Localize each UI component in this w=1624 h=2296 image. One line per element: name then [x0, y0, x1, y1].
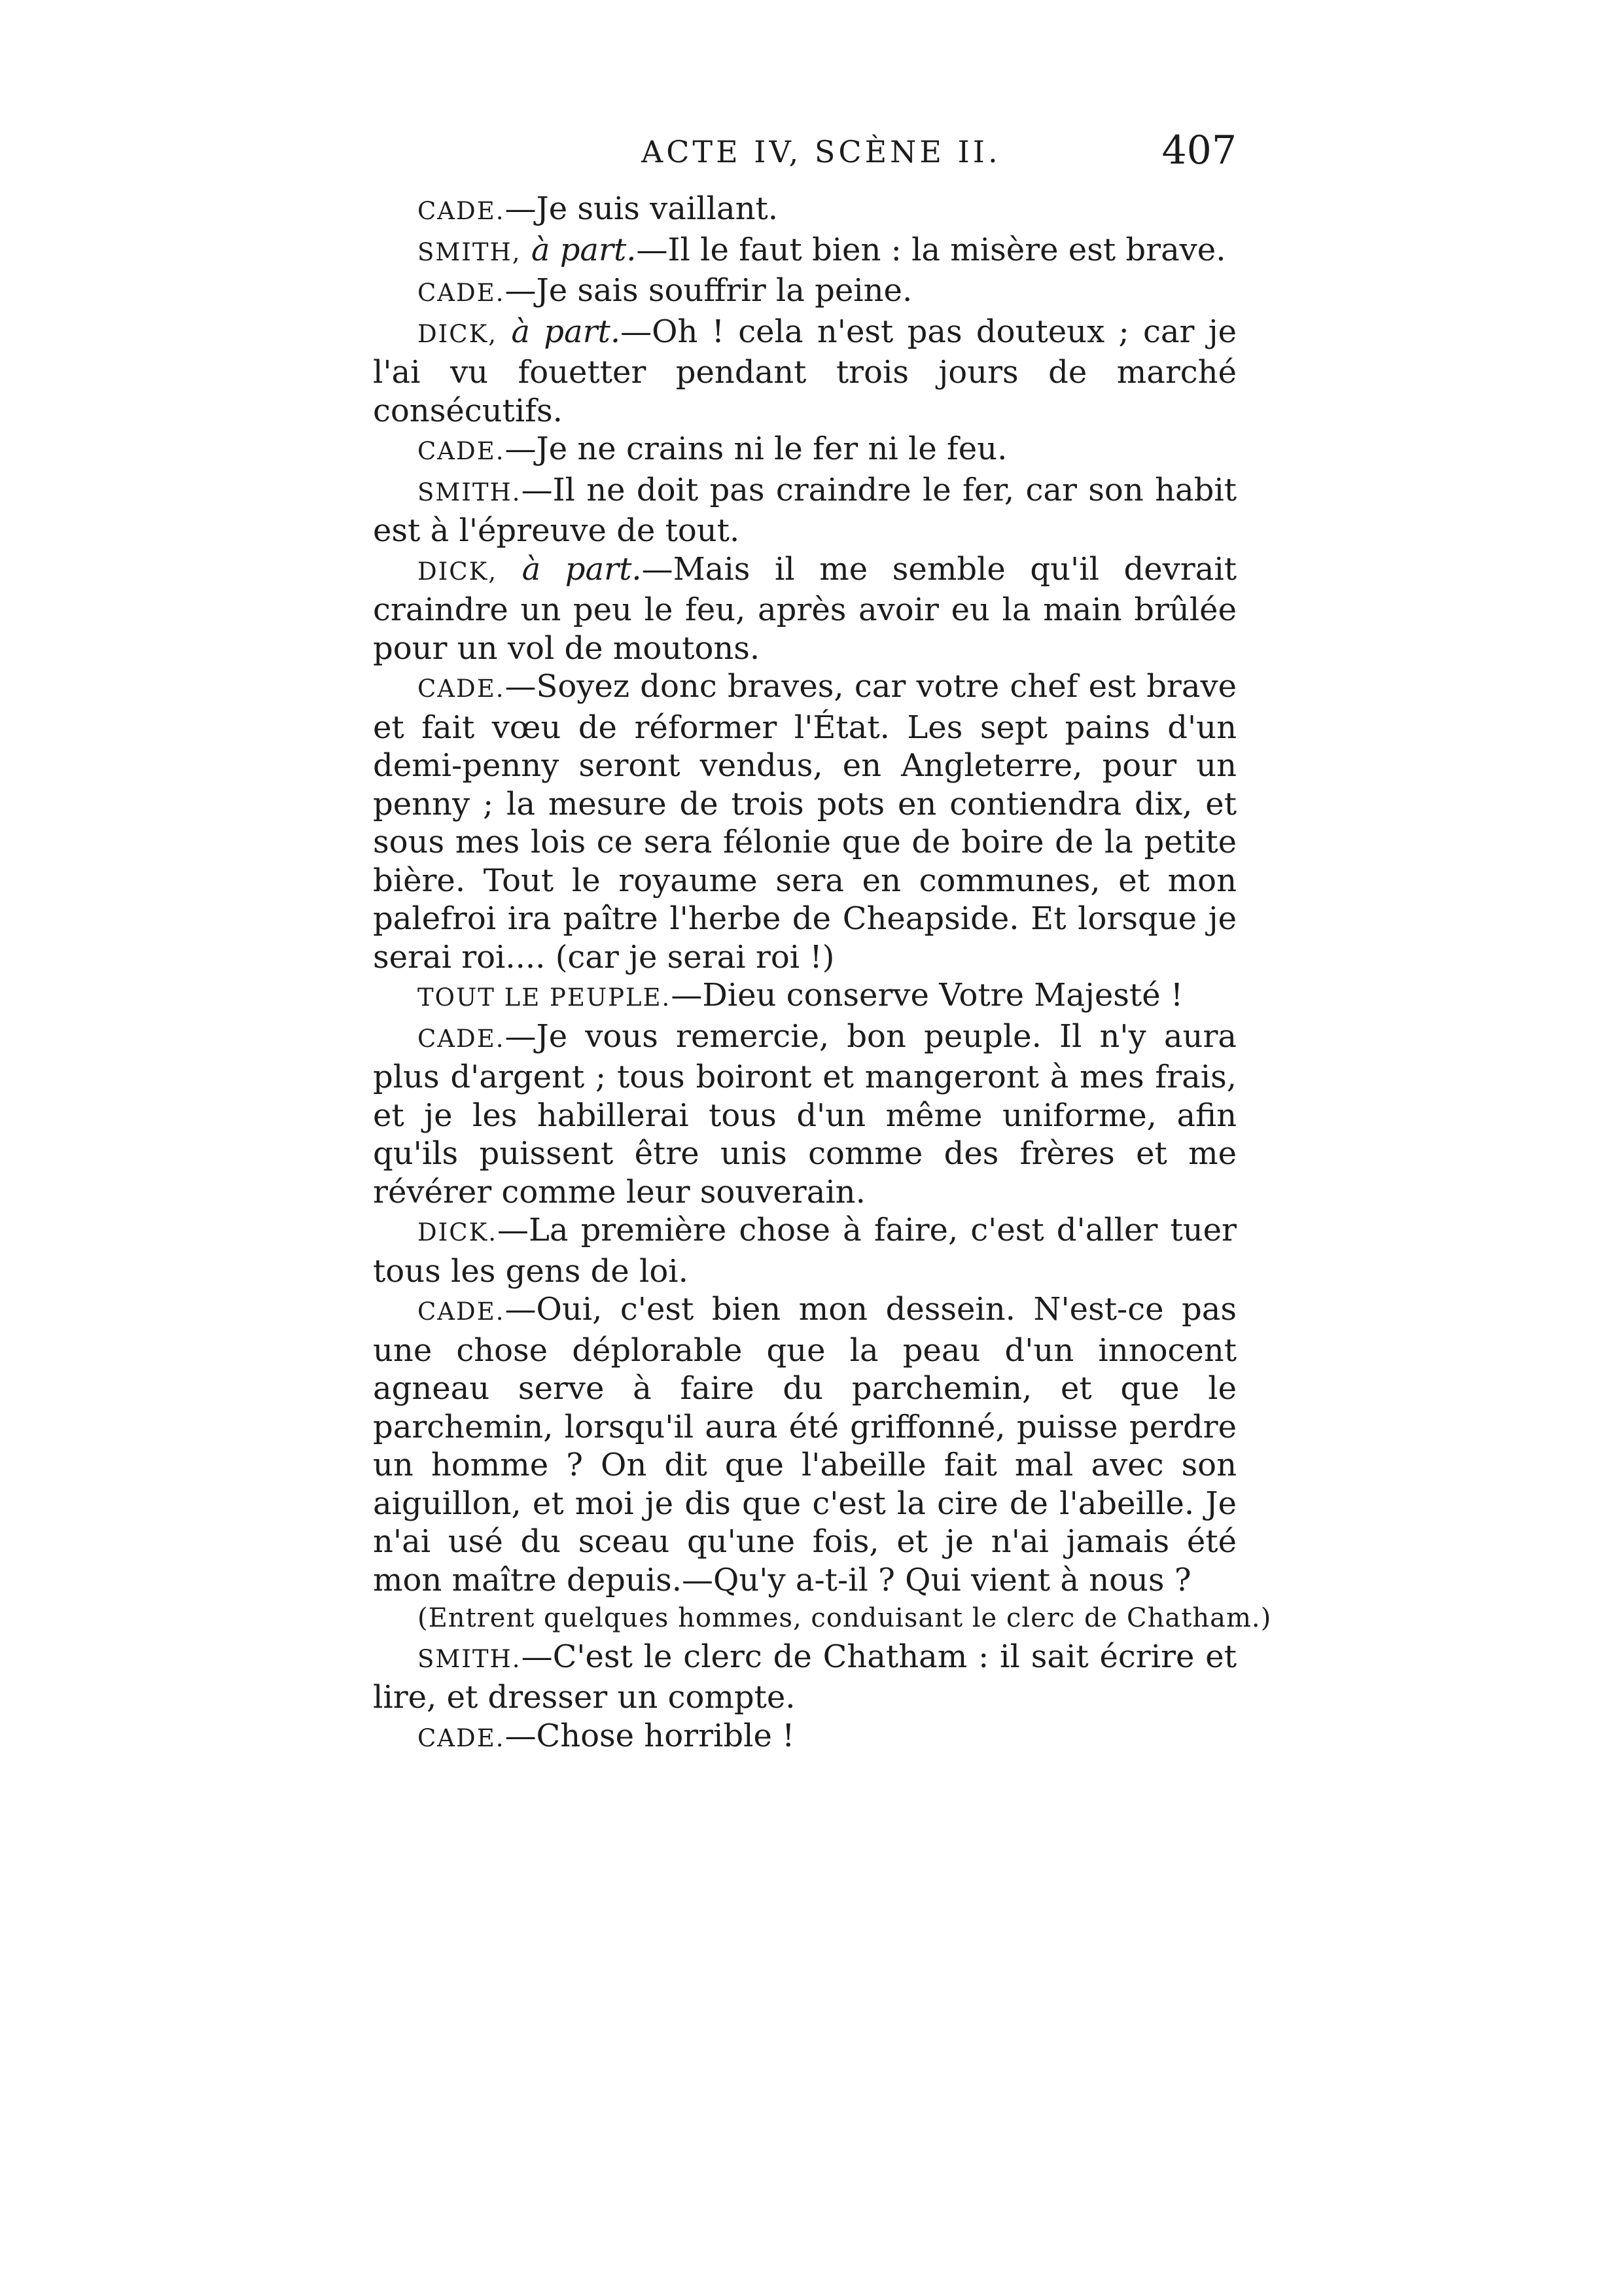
speaker-name: DICK,: [417, 319, 497, 348]
speaker-name: TOUT LE PEUPLE.: [417, 983, 671, 1012]
dialogue-line: [373, 231, 1237, 272]
speaker-name: SMITH,: [417, 238, 521, 266]
speaker-name: CADE.: [417, 1298, 505, 1326]
speech-text: —Chose horrible !: [504, 1717, 795, 1754]
speech-text: —Il ne doit pas craindre le fer, car son habit est à l'épreuve de tout.: [373, 471, 1237, 549]
dialogue-line: [373, 471, 1237, 550]
play-text: [373, 190, 1272, 1757]
dialogue-line: [373, 976, 1237, 1017]
aside-direction: à part.: [531, 231, 637, 268]
speech-text: —Mais il me semble qu'il devrait craindre un peu le feu, après avoir eu la main brûlée pour un vol de moutons.: [373, 550, 1237, 667]
dialogue-line: [373, 1638, 1237, 1717]
speaker-name: SMITH.: [417, 1644, 521, 1673]
dialogue-line: [373, 430, 1237, 471]
dialogue-line: [373, 313, 1237, 431]
speech-text: —Je sais souffrir la peine.: [504, 272, 913, 309]
speech-text: —Dieu conserve Votre Majesté !: [671, 977, 1184, 1014]
speaker-name: DICK,: [417, 557, 497, 586]
speech-text: —Oui, c'est bien mon dessein. N'est-ce pas une chose déplorable que la peau d'un innocent agneau serve à faire du parchemin, et que le parchemin, lorsqu'il aura été griffonné, puisse perdre un homme ? On dit que l'abeille fait mal avec son aiguillon, et moi je dis que c'est la cire de l'abeille. Je n'ai usé du sceau qu'une fois, et je n'ai jamais été mon maître depuis.—Qu'y a-t-il ? Qui vient à nous ?: [373, 1291, 1237, 1598]
dialogue-line: [373, 1290, 1237, 1599]
dialogue-line: [373, 667, 1237, 976]
running-title: ACTE IV, SCÈNE II.: [641, 134, 1001, 169]
page-header: [373, 128, 1237, 180]
speech-text: —C'est le clerc de Chatham : il sait écrire et lire, et dresser un compte.: [373, 1638, 1237, 1716]
dialogue-line: [373, 190, 1237, 231]
speaker-name: DICK.: [417, 1218, 497, 1246]
dialogue-line: [373, 272, 1237, 313]
dialogue-line: [373, 1211, 1237, 1290]
dialogue-line: [373, 1717, 1237, 1758]
speaker-name: CADE.: [417, 1024, 505, 1053]
speaker-name: CADE.: [417, 197, 505, 225]
stage-direction: (Entrent quelques hommes, conduisant le clerc de Chatham.): [417, 1603, 1272, 1633]
speech-text: —Soyez donc braves, car votre chef est brave et fait vœu de réformer l'État. Les sept pains d'un demi-penny seront vendus, en Angleterre, pour un penny ; la mesure de trois pots en contiendra dix, et sous mes lois ce sera félonie que de boire de la petite bière. Tout le royaume sera en communes, et mon palefroi ira paître l'herbe de Cheapside. Et lorsque je serai roi.... (car je serai roi !): [373, 668, 1237, 976]
speech-text: —Je suis vaillant.: [504, 190, 779, 227]
speaker-name: CADE.: [417, 279, 505, 307]
dialogue-line: [373, 1017, 1237, 1212]
speaker-name: CADE.: [417, 437, 505, 465]
speech-text: —Il le faut bien : la misère est brave.: [636, 231, 1226, 268]
speaker-name: CADE.: [417, 1723, 505, 1752]
page-number: 407: [1161, 128, 1237, 173]
speaker-name: CADE.: [417, 675, 505, 703]
speech-text: —Je vous remercie, bon peuple. Il n'y aura plus d'argent ; tous boiront et mangeront à mes frais, et je les habillerai tous d'un même uniforme, afin qu'ils puissent être unis comme des frères et me révérer comme leur souverain.: [373, 1017, 1237, 1210]
aside-direction: à part.: [521, 550, 642, 588]
dialogue-line: [373, 550, 1237, 668]
speech-text: —Je ne crains ni le fer ni le feu.: [504, 431, 1008, 467]
speaker-name: SMITH.: [417, 478, 521, 506]
aside-direction: à part.: [511, 313, 621, 350]
speech-text: —Oh ! cela n'est pas douteux ; car je l'ai vu fouetter pendant trois jours de marché consécutifs.: [373, 313, 1237, 429]
speech-text: —La première chose à faire, c'est d'aller tuer tous les gens de loi.: [373, 1212, 1237, 1290]
